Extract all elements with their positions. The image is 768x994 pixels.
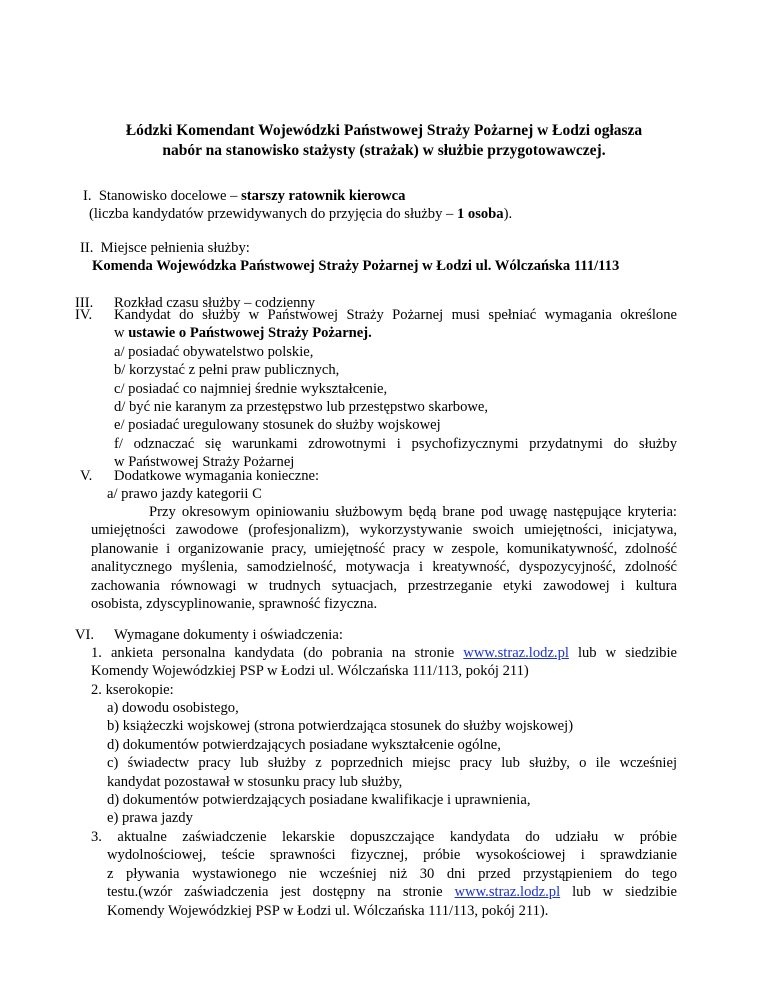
requirement-item-continued: w Państwowej Straży Pożarnej xyxy=(114,454,295,471)
title-line-1: Łódzki Komendant Wojewódzki Państwowej Straży Pożarnej w Łodzi ogłasza xyxy=(125,122,643,139)
requirement-item: c/ posiadać co najmniej średnie wykształcenie, xyxy=(114,380,388,397)
requirement-item: f/ odznaczać się warunkami zdrowotnymi i psychofizycznymi przydatnymi do służby xyxy=(114,435,677,452)
copy-item-continued: kandydat pozostawał w stosunku pracy lub służby, xyxy=(107,773,403,790)
section-2 xyxy=(80,239,619,276)
copy-item: d) dokumentów potwierdzających posiadane wykształcenie ogólne, xyxy=(107,736,501,753)
requirement-item: d/ być nie karanym za przestępstwo lub przestępstwo skarbowe, xyxy=(114,399,489,416)
section-2-text: Miejsce pełnienia służby: xyxy=(100,240,250,256)
section-6-number: VI. xyxy=(75,627,95,643)
section-5-text: Dodatkowe wymagania konieczne: xyxy=(114,468,320,484)
section-4-number: IV. xyxy=(75,307,93,323)
section-4-intro: Kandydat do służby w Państwowej Straży Pożarnej musi spełniać wymagania określone xyxy=(114,307,677,323)
candidate-count-text: (liczba kandydatów przewidywanych do przyjęcia do służby – xyxy=(89,206,454,223)
section-4: Kandydat do służby w Państwowej Straży Pożarnej musi spełniać wymagania określone w ustawie o Państwowej Straży Pożarnej. a/ posiadać obywatelstwo polskie, b/ korzystać z pełni praw publicznych, c/ posiadać co najmniej średnie wykształcenie, d/ być nie karanym za przestępstwo lub przestępstwo skarbowe, e/ posiadać uregulowany stosunek do służby wojskowej f/ odznaczać się warunkami zdrowotnymi i psychofizycznymi przydatnymi do służby w Państwowej Straży Pożarnej xyxy=(114,307,677,471)
section-number: I. xyxy=(83,188,92,204)
document-item-3: 3. aktualne zaświadczenie lekarskie dopuszczające kandydata do udziału w próbie wydolnościowej, teście sprawności fizycznej, próbie wysokościowej i sprawdzianie z pływania wystawionego nie wcześniej niż 30 dni przed przystąpieniem do tego testu.(wzór zaświadczenia jest dostępny na stronie www.straz.lodz.pl lub w siedzibie Komendy Wojewódzkiej PSP w Łodzi ul. Wólczańska 111/113, pokój 211). xyxy=(91,829,677,919)
section-3-text: Rozkład czasu służby – codzienny xyxy=(114,295,316,311)
requirement-item: e/ posiadać uregulowany stosunek do służby wojskowej xyxy=(114,417,441,434)
section-number: II. xyxy=(80,240,94,256)
target-position: starszy ratownik kierowca xyxy=(241,188,406,204)
copy-item: e) prawa jazdy xyxy=(107,810,193,827)
service-place: Komenda Wojewódzka Państwowej Straży Pożarnej w Łodzi ul. Wólczańska 111/113 xyxy=(92,258,620,275)
requirement-item: a/ posiadać obywatelstwo polskie, xyxy=(114,343,314,360)
requirement-item: b/ korzystać z pełni praw publicznych, xyxy=(114,362,340,379)
section-1: I. Stanowisko docelowe – starszy ratownik kierowca (liczba kandydatów przewidywanych do przyjęcia do służby – 1 osoba). xyxy=(83,188,513,223)
section-5-number: V. xyxy=(80,468,93,484)
section-1-text: Stanowisko docelowe – xyxy=(98,188,238,204)
copy-item: b) książeczki wojskowej (strona potwierdzająca stosunek do służby wojskowej) xyxy=(107,718,574,735)
document-title xyxy=(0,121,768,161)
candidate-count: 1 osoba xyxy=(456,206,504,223)
website-link[interactable]: www.straz.lodz.pl xyxy=(454,884,561,901)
document-item-2: 2. kserokopie: xyxy=(91,681,174,698)
website-link[interactable]: www.straz.lodz.pl xyxy=(463,645,569,661)
copy-item: c) świadectw pracy lub służby z poprzednich miejsc pracy lub służby, o ile wcześniej xyxy=(107,755,677,772)
additional-requirement: a/ prawo jazdy kategorii C xyxy=(107,486,262,502)
copies-list xyxy=(107,699,677,828)
section-6-text: Wymagane dokumenty i oświadczenia: xyxy=(114,627,343,643)
evaluation-criteria: Przy okresowym opiniowaniu służbowym będą brane pod uwagę następujące kryteria: umiejętności zawodowe (profesjonalizm), wykorzystywanie swoich umiejętności, inicjatywa, planowanie i organizowanie pracy, umiejętność pracy w zespole, komunikatywność, zdolność analitycznego myślenia, samodzielność, motywacja i kreatywność, dyspozycyjność, zdolność zachowania równowagi w trudnych sytuacjach, przestrzeganie etyki zawodowej i kultura osobista, zdyscyplinowanie, sprawność fizyczna. xyxy=(91,504,677,613)
section-3-number: III. xyxy=(75,295,94,311)
copy-item: d) dokumentów potwierdzających posiadane kwalifikacje i uprawnienia, xyxy=(107,792,531,809)
document-item-1: 1. ankieta personalna kandydata (do pobrania na stronie www.straz.lodz.pl lub w siedzibie Komendy Wojewódzkiej PSP w Łodzi ul. Wólczańska 111/113, pokój 211) 2. kserokopie: xyxy=(91,645,678,698)
title-line-2: nabór na stanowisko stażysty (strażak) w służbie przygotowawczej. xyxy=(162,142,606,159)
law-reference: ustawie o Państwowej Straży Pożarnej. xyxy=(128,325,372,342)
copy-item: a) dowodu osobistego, xyxy=(107,700,239,716)
